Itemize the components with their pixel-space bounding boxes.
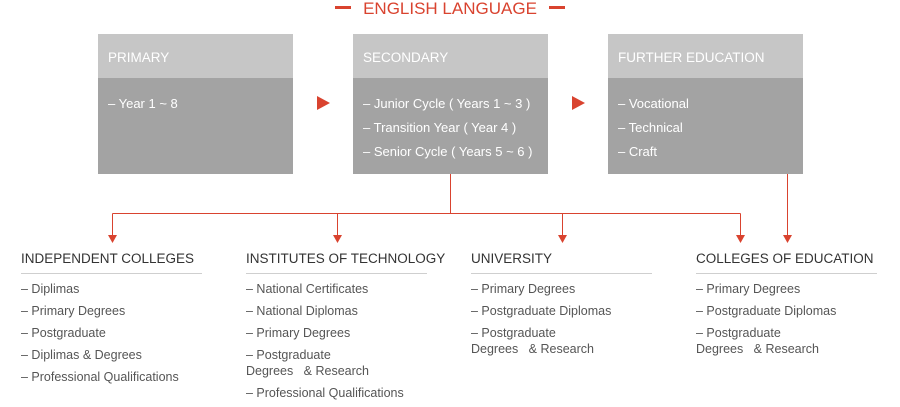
list-item: – Professional Qualifications xyxy=(21,370,179,384)
list-item: – Postgraduate xyxy=(21,326,106,340)
institution-university xyxy=(471,251,652,363)
arrow-down-icon xyxy=(558,235,567,243)
arrow-down-icon xyxy=(108,235,117,243)
stage-header: SECONDARY xyxy=(353,34,548,78)
list-item: – Postgraduate Degrees & Research xyxy=(696,326,819,356)
list-item: – Primary Degrees xyxy=(696,282,801,296)
stage-item: – Year 1 ~ 8 xyxy=(108,96,178,111)
arrow-down-icon xyxy=(783,235,792,243)
list-item: – Postgraduate Diplomas xyxy=(471,304,612,318)
institution-colleges-of-education xyxy=(696,251,877,363)
institution-institutes-of-technology xyxy=(246,251,446,407)
institution-independent-colleges xyxy=(21,251,202,391)
stage-item: – Junior Cycle ( Years 1 ~ 3 ) xyxy=(363,96,531,111)
list-item: – Diplimas & Degrees xyxy=(21,348,142,362)
list-item: – National Certificates xyxy=(246,282,369,296)
list-item: – Postgraduate Diplomas xyxy=(696,304,837,318)
institution-header: COLLEGES OF EDUCATION xyxy=(696,251,877,274)
list-item: – National Diplomas xyxy=(246,304,358,318)
institution-header: INDEPENDENT COLLEGES xyxy=(21,251,202,274)
stage-item: – Transition Year ( Year 4 ) xyxy=(363,120,517,135)
list-item: – Diplimas xyxy=(21,282,80,296)
list-item: – Primary Degrees xyxy=(21,304,126,318)
stage-header: PRIMARY xyxy=(98,34,293,78)
list-item: – Postgraduate Degrees & Research xyxy=(246,348,369,378)
list-item: – Professional Qualifications xyxy=(246,386,404,400)
list-item: – Primary Degrees xyxy=(471,282,576,296)
arrow-down-icon xyxy=(333,235,342,243)
arrow-down-icon xyxy=(736,235,745,243)
list-item: – Postgraduate Degrees & Research xyxy=(471,326,594,356)
stage-header: FURTHER EDUCATION xyxy=(608,34,803,78)
list-item: – Primary Degrees xyxy=(246,326,351,340)
institution-header: UNIVERSITY xyxy=(471,251,652,274)
institution-header: INSTITUTES OF TECHNOLOGY xyxy=(246,251,427,274)
stage-item: – Craft xyxy=(618,144,658,159)
title-text: ENGLISH LANGUAGE xyxy=(363,0,537,18)
stage-item: – Vocational xyxy=(618,96,689,111)
stage-item: – Senior Cycle ( Years 5 ~ 6 ) xyxy=(363,144,533,159)
stage-item: – Technical xyxy=(618,120,683,135)
